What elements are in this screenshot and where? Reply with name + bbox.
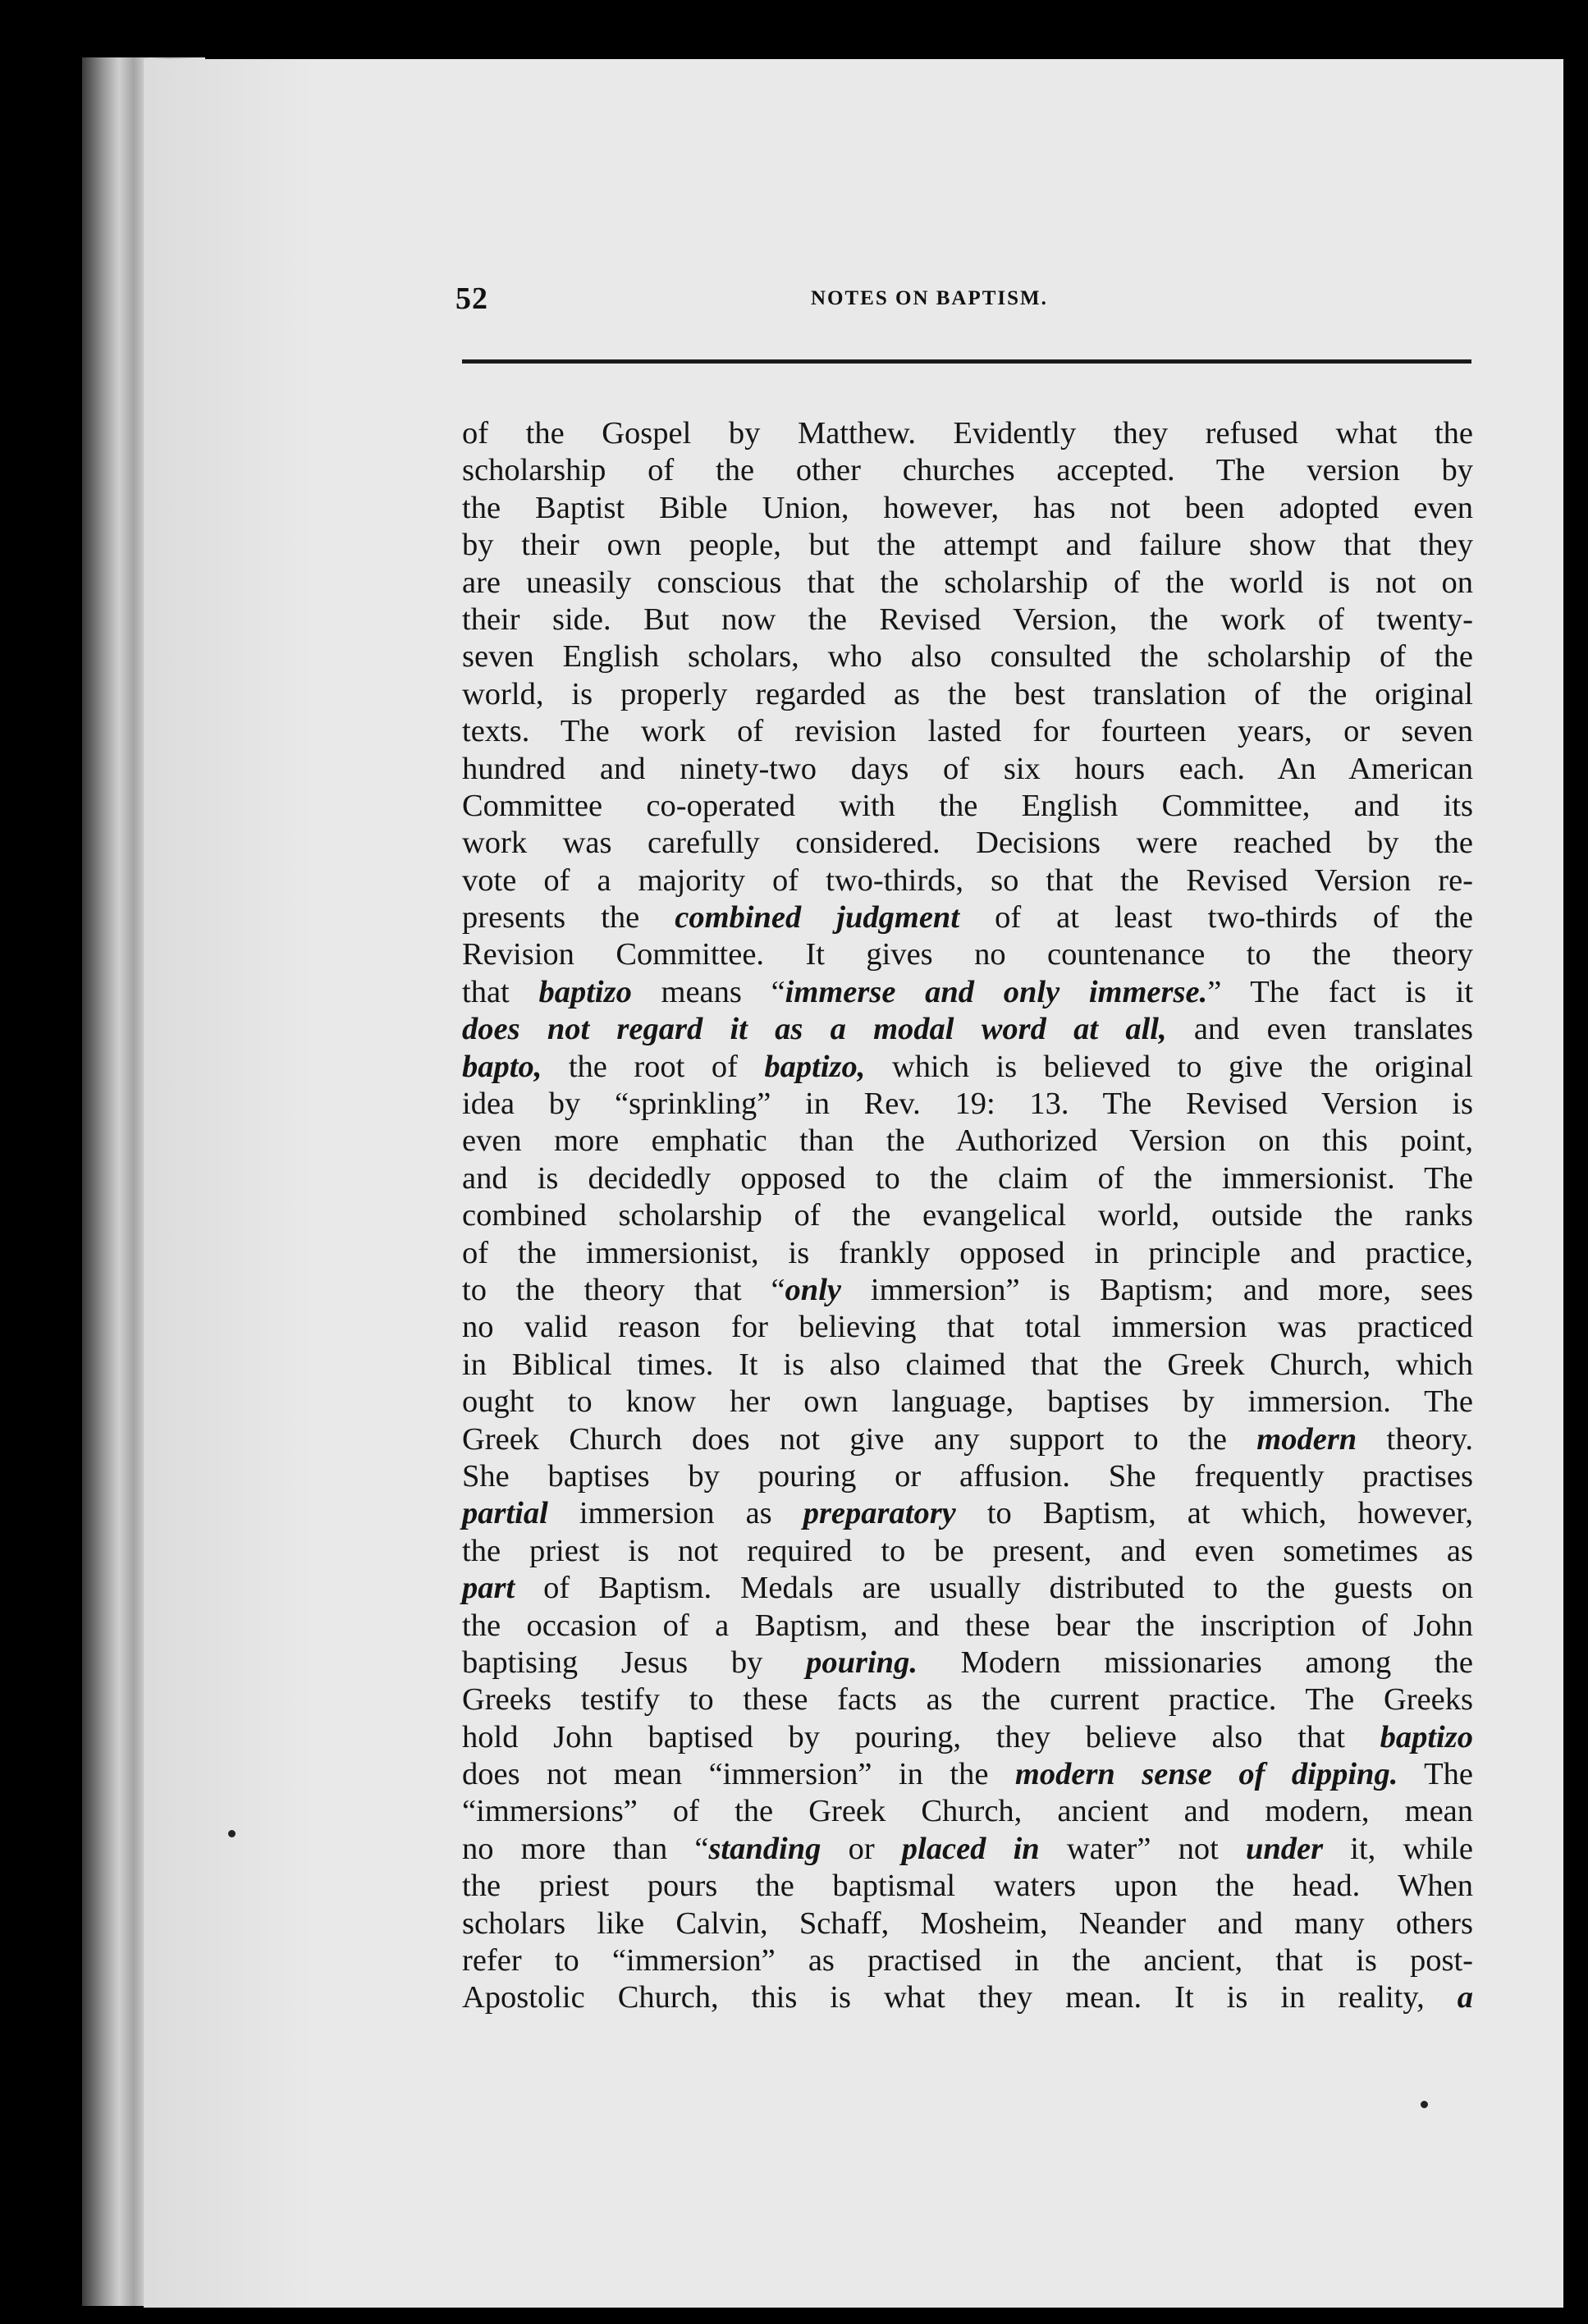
speck-mark (228, 1830, 236, 1837)
text-line (462, 936, 1473, 973)
emphasis-text: modern (1256, 1421, 1357, 1457)
text-line (462, 1905, 1473, 1942)
text-line (462, 452, 1473, 489)
text-line (462, 1533, 1473, 1570)
text-line (462, 415, 1473, 452)
text-line (462, 1384, 1473, 1420)
text-line (462, 1086, 1473, 1123)
text-line (462, 490, 1473, 527)
text-line (462, 1756, 1473, 1793)
text-segment: world, is properly regarded as the best translation of the original (462, 676, 1473, 711)
text-segment: in Biblical times. It is also claimed that the Greek Church, which (462, 1347, 1473, 1382)
text-line (462, 1868, 1473, 1905)
text-line (462, 1160, 1473, 1197)
text-segment: the occasion of a Baptism, and these bear the inscription of John (462, 1608, 1473, 1643)
text-line (462, 1347, 1473, 1384)
text-segment: vote of a majority of two-thirds, so that the Revised Version re- (462, 862, 1473, 898)
emphasis-text: does not regard it as a modal word at all, (462, 1012, 1167, 1047)
text-segment: hold John baptised by pouring, they believe also that (462, 1719, 1380, 1754)
text-segment: Revision Committee. It gives no countenance to the theory (462, 937, 1473, 972)
emphasis-text: a (1457, 1980, 1473, 2015)
text-segment: it, while (1323, 1831, 1473, 1866)
text-line (462, 1011, 1473, 1048)
running-title: NOTES ON BAPTISM. (811, 287, 1048, 309)
text-segment: The (1398, 1757, 1474, 1792)
text-segment: ” The fact is it (1207, 974, 1474, 1009)
text-line (462, 1272, 1473, 1309)
emphasis-text: modern sense of dipping. (1014, 1757, 1398, 1792)
text-segment: which is believed to give the original (865, 1049, 1473, 1084)
text-line (462, 1793, 1473, 1830)
text-line (462, 602, 1473, 638)
text-line (462, 1608, 1473, 1645)
text-segment: means “ (631, 974, 785, 1009)
text-segment: Committee co-operated with the English Committee, and its (462, 788, 1473, 823)
text-segment: does not mean “immersion” in the (462, 1757, 1015, 1792)
text-line (462, 527, 1473, 564)
text-segment: or (821, 1831, 902, 1866)
emphasis-text: combined judgment (675, 900, 960, 936)
text-line (462, 825, 1473, 862)
emphasis-text: baptizo (538, 974, 632, 1009)
text-segment: immersion” is Baptism; and more, sees (840, 1272, 1473, 1307)
text-line (462, 751, 1473, 788)
emphasis-text: placed in (901, 1831, 1040, 1866)
emphasis-text: only (785, 1272, 841, 1307)
text-line (462, 788, 1473, 825)
text-line (462, 1309, 1473, 1346)
text-line (462, 1197, 1473, 1234)
text-segment: and is decidedly opposed to the claim of the immersionist. The (462, 1160, 1473, 1196)
emphasis-text: partial (462, 1496, 548, 1531)
header-rule (462, 359, 1471, 364)
text-segment: that (462, 974, 539, 1009)
emphasis-text: part (462, 1571, 515, 1606)
text-segment: the priest pours the baptismal waters upon the head. When (462, 1869, 1473, 1904)
text-segment: of Baptism. Medals are usually distributed to the guests on (515, 1571, 1473, 1606)
text-segment: to Baptism, at which, however, (955, 1496, 1474, 1531)
text-segment: no valid reason for believing that total immersion was practiced (462, 1310, 1473, 1345)
text-segment: the root of (542, 1049, 765, 1084)
text-segment: immersion as (547, 1496, 803, 1531)
text-segment: by their own people, but the attempt and failure show that they (462, 528, 1473, 563)
text-segment: Greek Church does not give any support to the (462, 1421, 1257, 1457)
text-line (462, 713, 1473, 750)
emphasis-text: under (1245, 1831, 1324, 1866)
text-segment: texts. The work of revision lasted for fourteen years, or seven (462, 714, 1473, 749)
text-segment: of at least two-thirds of the (959, 900, 1473, 936)
emphasis-text: baptizo, (764, 1049, 866, 1084)
text-segment: baptising Jesus by (462, 1645, 807, 1680)
text-line (462, 1719, 1473, 1756)
text-line (462, 1979, 1473, 2016)
text-segment: no more than “ (462, 1831, 709, 1866)
text-segment: Apostolic Church, this is what they mean. It is in reality, (462, 1980, 1458, 2015)
text-segment: and even translates (1166, 1012, 1473, 1047)
emphasis-text: immerse and only immerse. (785, 974, 1208, 1009)
text-segment: ought to know her own language, baptises by immersion. The (462, 1384, 1473, 1420)
text-segment: are uneasily conscious that the scholarship of the world is not on (462, 565, 1473, 600)
text-line (462, 1458, 1473, 1495)
text-segment: She baptises by pouring or affusion. She frequently practises (462, 1458, 1473, 1494)
emphasis-text: pouring. (806, 1645, 918, 1680)
text-line (462, 899, 1473, 936)
text-segment: of the Gospel by Matthew. Evidently they refused what the (462, 416, 1473, 451)
text-segment: of the immersionist, is frankly opposed in principle and practice, (462, 1235, 1473, 1270)
text-segment: Modern missionaries among the (917, 1645, 1473, 1680)
text-segment: “immersions” of the Greek Church, ancient and modern, mean (462, 1794, 1473, 1829)
emphasis-text: standing (708, 1831, 821, 1866)
text-segment: water” not (1039, 1831, 1246, 1866)
text-segment: work was carefully considered. Decisions were reached by the (462, 826, 1473, 861)
text-segment: even more emphatic than the Authorized Version on this point, (462, 1123, 1473, 1159)
text-segment: combined scholarship of the evangelical world, outside the ranks (462, 1198, 1473, 1233)
text-line (462, 1645, 1473, 1681)
text-segment: to the theory that “ (462, 1272, 785, 1307)
text-line (462, 1123, 1473, 1160)
text-segment: presents the (462, 900, 675, 936)
text-line (462, 638, 1473, 675)
text-segment: theory. (1357, 1421, 1474, 1457)
emphasis-text: bapto, (462, 1049, 542, 1084)
speck-mark (1421, 2101, 1428, 2108)
text-segment: their side. But now the Revised Version, the work of twenty- (462, 602, 1473, 637)
body-text (462, 415, 1473, 2017)
emphasis-text: baptizo (1380, 1719, 1473, 1754)
text-segment: refer to “immersion” as practised in the ancient, that is post- (462, 1943, 1473, 1979)
text-line (462, 1421, 1473, 1458)
text-line (462, 1570, 1473, 1607)
text-segment: scholarship of the other churches accepted. The version by (462, 453, 1473, 488)
text-line (462, 1942, 1473, 1979)
text-segment: the Baptist Bible Union, however, has not been adopted even (462, 490, 1473, 525)
text-segment: the priest is not required to be present, and even sometimes as (462, 1533, 1473, 1568)
emphasis-text: preparatory (803, 1496, 956, 1531)
text-line (462, 1049, 1473, 1086)
page-number: 52 (455, 281, 488, 316)
text-segment: Greeks testify to these facts as the current practice. The Greeks (462, 1682, 1473, 1718)
text-line (462, 565, 1473, 602)
page-header (455, 281, 1473, 330)
text-line (462, 1681, 1473, 1718)
text-line (462, 676, 1473, 713)
text-segment: scholars like Calvin, Schaff, Mosheim, Neander and many others (462, 1905, 1473, 1941)
text-segment: seven English scholars, who also consulted the scholarship of the (462, 639, 1473, 675)
text-line (462, 862, 1473, 899)
text-segment: idea by “sprinkling” in Rev. 19: 13. The Revised Version is (462, 1087, 1473, 1122)
text-line (462, 1495, 1473, 1532)
text-segment: hundred and ninety-two days of six hours each. An American (462, 751, 1473, 786)
text-line (462, 974, 1473, 1011)
text-line (462, 1831, 1473, 1868)
text-line (462, 1235, 1473, 1272)
